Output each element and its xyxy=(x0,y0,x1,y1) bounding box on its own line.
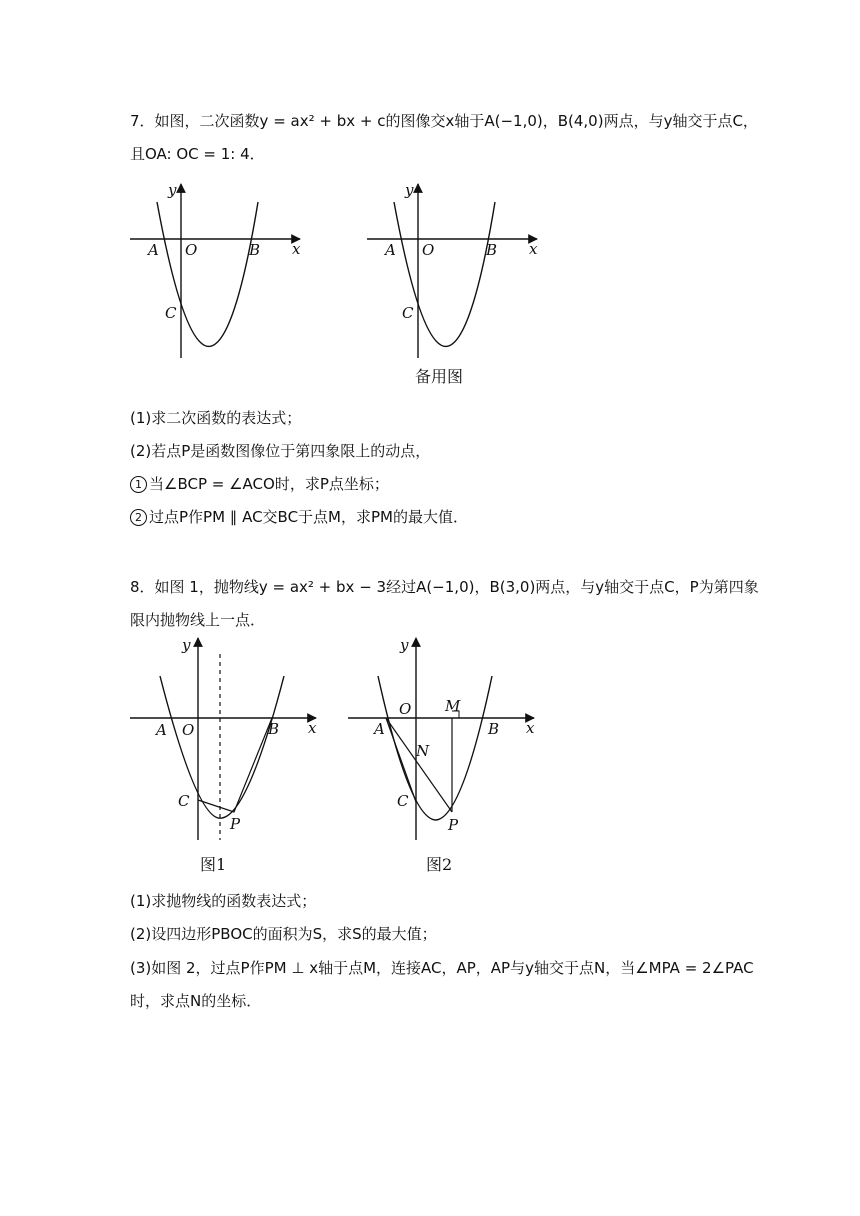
q8-part3-line1: (3)如图 2，过点P作PM ⊥ x轴于点M，连接AC，AP，AP与y轴交于点N，当∠MPA = 2∠PAC xyxy=(130,959,754,977)
q8f2-label-P: P xyxy=(448,816,459,834)
q7s-label-A: A xyxy=(385,241,396,259)
q8f1-label-P: P xyxy=(230,815,241,833)
q7-part1: (1)求二次函数的表达式； xyxy=(130,409,302,427)
q7-line2: 且OA: OC = 1: 4． xyxy=(130,145,265,163)
q8f1-label-O: O xyxy=(182,721,195,739)
q8-figure-2 xyxy=(348,632,548,880)
q7-line1: 7．如图，二次函数y = ax² + bx + c的图像交x轴于A(−1,0)，B(4,0)两点，与y轴交于点C， xyxy=(130,112,758,130)
q8f2-label-x: x xyxy=(526,719,535,737)
q7-label-A: A xyxy=(148,241,159,259)
q8f1-label-A: A xyxy=(156,721,167,739)
q7-label-y: y xyxy=(168,181,177,199)
q7-sub1-text: 当∠BCP = ∠ACO时，求P点坐标； xyxy=(149,475,389,493)
q7-circle-mark-2: 2 xyxy=(130,509,147,526)
q8-part2: (2)设四边形PBOC的面积为S，求S的最大值； xyxy=(130,925,437,943)
q8-figure1-caption: 图1 xyxy=(200,855,227,874)
q7-circle-mark-1: 1 xyxy=(130,476,147,493)
q8-line1: 8．如图 1，抛物线y = ax² + bx − 3经过A(−1,0)，B(3,0)两点，与y轴交于点C，P为第四象 xyxy=(130,578,759,596)
q8f2-label-M: M xyxy=(445,697,461,715)
q8f1-label-x: x xyxy=(308,719,317,737)
q7-sub2-text: 过点P作PM ∥ AC交BC于点M，求PM的最大值． xyxy=(149,508,468,526)
q7-label-x: x xyxy=(292,240,301,258)
q7-label-O: O xyxy=(185,241,198,259)
q7s-label-x: x xyxy=(529,240,538,258)
q7-label-B: B xyxy=(249,241,261,259)
q7s-label-O: O xyxy=(422,241,435,259)
q8f2-label-B: B xyxy=(488,720,500,738)
q8f2-label-A: A xyxy=(374,720,385,738)
q8-part3-line2: 时，求点N的坐标． xyxy=(130,992,262,1010)
q7-sub2 xyxy=(130,506,468,528)
q7s-label-B: B xyxy=(486,241,498,259)
q8f2-label-C: C xyxy=(397,792,409,810)
q7-spare-caption: 备用图 xyxy=(415,367,464,386)
q8f1-label-y: y xyxy=(182,636,191,654)
q8f2-label-y: y xyxy=(400,636,409,654)
q8f2-label-O: O xyxy=(399,700,412,718)
q7-part2: (2)若点P是函数图像位于第四象限上的动点， xyxy=(130,442,431,460)
q8-part1: (1)求抛物线的函数表达式； xyxy=(130,892,317,910)
q8-line2: 限内抛物线上一点． xyxy=(130,611,266,629)
q8-figure2-caption: 图2 xyxy=(426,855,453,874)
q7-figure-main xyxy=(130,178,310,360)
q7-sub1 xyxy=(130,473,389,495)
q8f1-label-C: C xyxy=(178,792,190,810)
q8f2-label-N: N xyxy=(416,742,430,760)
q7-figure-spare xyxy=(367,178,547,388)
q8-figure-1 xyxy=(130,632,330,880)
q8f1-label-B: B xyxy=(268,720,280,738)
q7s-label-C: C xyxy=(402,304,414,322)
q7s-label-y: y xyxy=(405,181,414,199)
q7-label-C: C xyxy=(165,304,177,322)
